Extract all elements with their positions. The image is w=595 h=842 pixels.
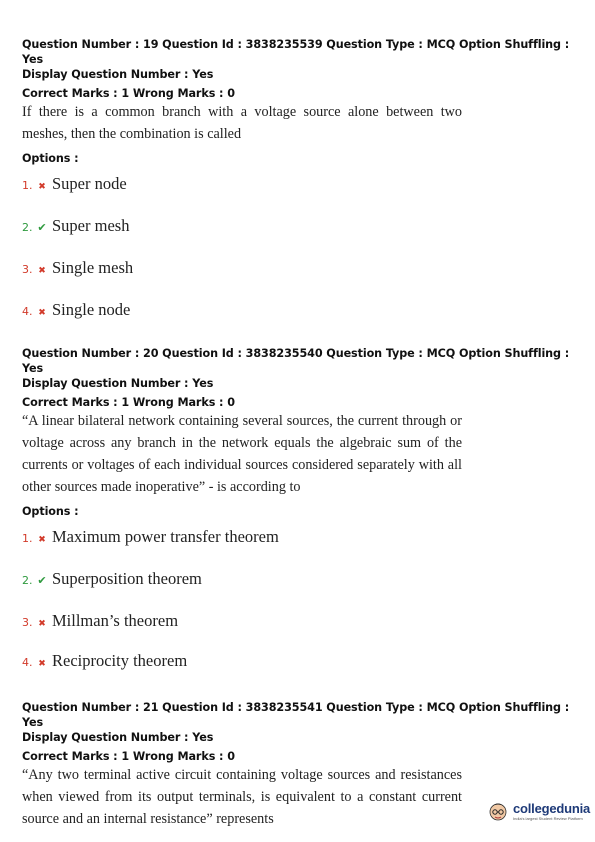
check-icon: ✔	[37, 221, 47, 234]
collegedunia-logo	[487, 792, 591, 832]
cross-icon: ✖	[38, 308, 46, 318]
option-item[interactable]	[22, 166, 577, 192]
question-meta: Question Number : 19 Question Id : 3838235539 Question Type : MCQ Option Shuffling : Yes	[22, 38, 570, 66]
question-marks: Correct Marks : 1 Wrong Marks : 0	[22, 750, 235, 763]
cross-icon: ✖	[38, 619, 46, 629]
option-number: 3.	[22, 263, 33, 276]
cross-icon: ✖	[38, 266, 46, 276]
display-question-number: Display Question Number : Yes	[22, 377, 214, 390]
option-text: Super mesh	[52, 216, 130, 235]
mascot-icon	[487, 799, 509, 825]
question-text: “Any two terminal active circuit containing voltage sources and resistances when viewed from its output terminals, is equivalent to a constant current source and an internal resistance” represents	[22, 767, 462, 827]
option-text: Single node	[52, 300, 131, 319]
option-number: 1.	[22, 179, 33, 192]
option-item[interactable]	[22, 545, 577, 587]
cross-icon: ✖	[38, 182, 46, 192]
question-marks: Correct Marks : 1 Wrong Marks : 0	[22, 396, 235, 409]
question-marks: Correct Marks : 1 Wrong Marks : 0	[22, 87, 235, 100]
option-text: Maximum power transfer theorem	[52, 527, 279, 546]
display-question-number: Display Question Number : Yes	[22, 68, 214, 81]
option-text: Superposition theorem	[52, 569, 202, 588]
question-text: “A linear bilateral network containing several sources, the current through or voltage across any branch in the network equals the algebraic sum of the currents or voltages of each individual sources considered separately with all other sources made inoperative” - is according to	[22, 413, 462, 495]
question-block	[22, 37, 577, 318]
question-text: If there is a common branch with a voltage source alone between two meshes, then the combination is called	[22, 104, 462, 142]
option-number: 2.	[22, 574, 33, 587]
cross-icon: ✖	[38, 535, 46, 545]
question-block	[22, 346, 577, 669]
options-label: Options :	[22, 152, 79, 165]
option-text: Single mesh	[52, 258, 134, 277]
logo-tagline: India's largest Student Review Platform	[513, 816, 583, 821]
logo-wordmark: collegedunia	[513, 801, 591, 816]
question-meta: Question Number : 21 Question Id : 3838235541 Question Type : MCQ Option Shuffling : Yes	[22, 701, 570, 729]
check-icon: ✔	[37, 574, 47, 587]
option-item[interactable]	[22, 629, 577, 669]
option-number: 4.	[22, 656, 33, 669]
option-item[interactable]	[22, 276, 577, 318]
options-label: Options :	[22, 505, 79, 518]
option-item[interactable]	[22, 587, 577, 629]
option-number: 2.	[22, 221, 33, 234]
option-item[interactable]	[22, 519, 577, 545]
option-number: 4.	[22, 305, 33, 318]
display-question-number: Display Question Number : Yes	[22, 731, 214, 744]
option-item[interactable]	[22, 234, 577, 276]
option-text: Reciprocity theorem	[52, 651, 188, 670]
option-text: Millman’s theorem	[52, 611, 179, 630]
option-text: Super node	[52, 174, 127, 193]
option-item[interactable]	[22, 192, 577, 234]
option-number: 3.	[22, 616, 33, 629]
question-meta: Question Number : 20 Question Id : 3838235540 Question Type : MCQ Option Shuffling : Yes	[22, 347, 570, 375]
option-number: 1.	[22, 532, 33, 545]
cross-icon: ✖	[38, 659, 46, 669]
